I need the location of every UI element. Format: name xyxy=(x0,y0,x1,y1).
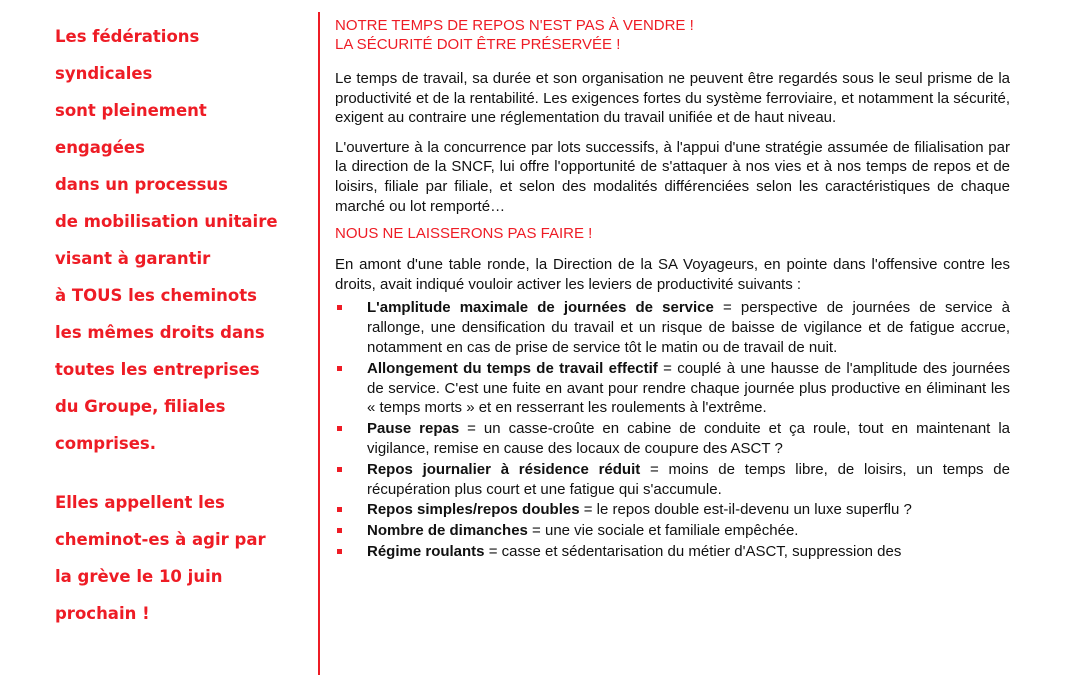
sidebar-spacer xyxy=(55,462,305,484)
sidebar-line: du Groupe, filiales xyxy=(55,397,226,416)
sidebar-line: prochain ! xyxy=(55,604,150,623)
sidebar-line: dans un processus xyxy=(55,175,228,194)
bullet-square-icon xyxy=(337,549,342,554)
list-item-text: = le repos double est-il-devenu un luxe superflu ? xyxy=(579,501,912,519)
sidebar-line: cheminot-es à agir par xyxy=(55,530,266,549)
list-item xyxy=(335,521,1010,541)
sidebar-line: sont pleinement xyxy=(55,101,207,120)
sidebar-block-federations xyxy=(55,18,305,462)
list-item xyxy=(335,419,1010,459)
heading-line: NOTRE TEMPS DE REPOS N'EST PAS À VENDRE ! xyxy=(335,17,694,34)
bullet-square-icon xyxy=(337,366,342,371)
paragraph-table-ronde: En amont d'une table ronde, la Direction de la SA Voyageurs, en pointe dans l'offensive contre les droits, avait indiqué vouloir activer les leviers de productivité suivants : xyxy=(335,256,1010,293)
sidebar-line: à TOUS les cheminots xyxy=(55,286,257,305)
list-item-text: = casse et sédentarisation du métier d'ASCT, suppression des xyxy=(484,542,902,560)
list-item xyxy=(335,359,1010,418)
sidebar-line: Les fédérations xyxy=(55,27,200,46)
list-item-term: L'amplitude maximale de journées de service xyxy=(367,299,714,317)
sidebar-line: syndicales xyxy=(55,64,153,83)
list-item-term: Allongement du temps de travail effectif xyxy=(367,359,658,377)
list-item xyxy=(335,298,1010,357)
list-item-term: Repos simples/repos doubles xyxy=(367,501,580,519)
bullet-square-icon xyxy=(337,305,342,310)
list-item-text: = moins de temps libre, de loisirs, un temps de récupération plus court et une fatigue qui s'accumule. xyxy=(367,460,1010,498)
list-item-term: Nombre de dimanches xyxy=(367,522,528,540)
list-item-term: Pause repas xyxy=(367,420,460,438)
sidebar-line: toutes les entreprises xyxy=(55,360,260,379)
list-item-text: = une vie sociale et familiale empêchée. xyxy=(527,522,799,540)
paragraph-temps-de-travail: Le temps de travail, sa durée et son organisation ne peuvent être regardés sous le seul prisme de la productivité et de la rentabilité. Les exigences fortes du système ferroviaire, et notamment la sécurité, exigent au contraire une réglementation du travail unifiée et de haut niveau. xyxy=(335,70,1010,127)
sidebar-line: les mêmes droits dans xyxy=(55,323,265,342)
list-item-term: Régime roulants xyxy=(367,542,485,560)
bullet-square-icon xyxy=(337,507,342,512)
sidebar-line: engagées xyxy=(55,138,145,157)
sidebar-line: visant à garantir xyxy=(55,249,211,268)
list-item-text: = perspective de journées de service à rallonge, une densification du travail et un risque de baisse de vigilance et de fatigue accrue, notamment en cas de prise de service tôt le matin ou de travail de nuit. xyxy=(367,299,1011,356)
heading-repos xyxy=(335,16,1010,54)
sidebar-callout xyxy=(55,18,305,632)
main-column xyxy=(335,16,1010,563)
column-divider xyxy=(318,12,320,675)
list-item xyxy=(335,542,1010,562)
heading-nous-ne-laisserons: NOUS NE LAISSERONS PAS FAIRE ! xyxy=(335,225,593,243)
sidebar-block-call-to-strike xyxy=(55,484,305,632)
sidebar-line: comprises. xyxy=(55,434,157,453)
bullet-square-icon xyxy=(337,528,342,533)
list-item-text: = un casse-croûte en cabine de conduite et ça roule, tout en maintenant la vigilance, remise en cause des locaux de coupure des ASCT ? xyxy=(367,420,1010,457)
list-item xyxy=(335,500,1010,520)
paragraph-ouverture-concurrence: L'ouverture à la concurrence par lots successifs, à l'appui d'une stratégie assumée de filialisation par la direction de la SNCF, lui offre l'opportunité de s'attaquer à nos vies et à nos temps de repos et de loisirs, filiale par filiale, et selon des modalités différenciées selon les caractéristiques de chaque marché ou lot remporté… xyxy=(335,138,1010,215)
bullet-square-icon xyxy=(337,467,342,472)
list-item xyxy=(335,460,1010,500)
heading-line: LA SÉCURITÉ DOIT ÊTRE PRÉSERVÉE ! xyxy=(335,36,621,53)
list-item-term: Repos journalier à résidence réduit xyxy=(367,460,641,478)
list-item-text: = couplé à une hausse de l'amplitude des journées de service. C'est une fuite en avant pour rendre chaque journée plus productive en éliminant les « temps morts » et en resserrant les roulements à l'extrême. xyxy=(367,359,1010,417)
bullet-square-icon xyxy=(337,426,342,431)
productivity-levers-list xyxy=(335,298,1010,561)
sidebar-line: la grève le 10 juin xyxy=(55,567,223,586)
sidebar-line: de mobilisation unitaire xyxy=(55,212,278,231)
sidebar-line: Elles appellent les xyxy=(55,493,225,512)
